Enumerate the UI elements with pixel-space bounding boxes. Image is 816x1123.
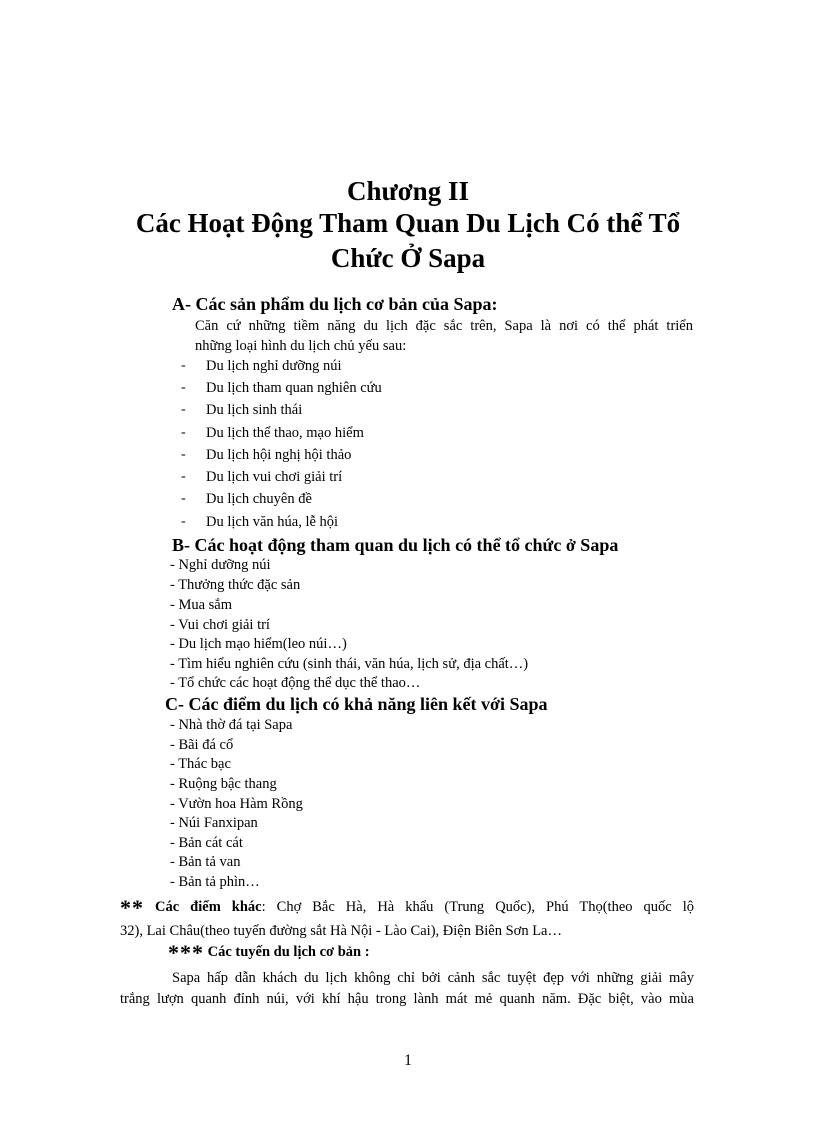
list-bullet: - (181, 380, 186, 395)
list-bullet: - (181, 491, 186, 506)
list-bullet: - (181, 514, 186, 529)
routes-paragraph-line-1: Sapa hấp dẫn khách du lịch không chỉ bởi cảnh sắc tuyệt đẹp với những giải mây (172, 970, 694, 986)
list-item: - Nhà thờ đá tại Sapa (170, 717, 293, 733)
routes-heading (168, 942, 370, 963)
chapter-number: Chương II (347, 176, 469, 206)
double-asterisk-marker: ** (120, 895, 144, 920)
routes-paragraph-line-2: trắng lượn quanh đỉnh núi, với khí hậu trong lành mát mẻ quanh năm. Đặc biệt, vào mùa (120, 991, 694, 1007)
chapter-title-line-2: Chức Ở Sapa (330, 243, 486, 273)
list-item: - Du lịch mạo hiểm(leo núi…) (170, 636, 347, 652)
other-points-text: : Chợ Bắc Hà, Hà khẩu (Trung Quốc), Phú Thọ(theo quốc lộ (261, 899, 694, 915)
list-bullet: - (181, 358, 186, 373)
list-item: - Núi Fanxipan (170, 815, 258, 831)
list-item: - Ruộng bậc thang (170, 776, 277, 792)
list-item: - Bản tả van (170, 854, 241, 870)
list-item: Du lịch tham quan nghiên cứu (206, 380, 382, 396)
list-bullet: - (181, 447, 186, 462)
routes-label: Các tuyến du lịch cơ bản : (207, 944, 370, 960)
list-item: Du lịch vui chơi giải trí (206, 469, 343, 485)
section-a-heading: A- Các sản phẩm du lịch cơ bản của Sapa: (172, 294, 498, 314)
section-c-heading: C- Các điểm du lịch có khả năng liên kết với Sapa (165, 694, 548, 714)
other-points-line-2: 32), Lai Châu(theo tuyến đường sắt Hà Nội - Lào Cai), Điện Biên Sơn La… (120, 923, 562, 939)
list-item: - Vườn hoa Hàm Rồng (170, 796, 303, 812)
chapter-title-line-1: Các Hoạt Động Tham Quan Du Lịch Có thể Tổ (135, 208, 681, 238)
page-number: 1 (404, 1052, 412, 1069)
triple-asterisk-marker: *** (168, 940, 204, 965)
list-item: Du lịch chuyên đề (206, 491, 312, 507)
list-item: - Mua sắm (170, 597, 233, 613)
list-bullet: - (181, 469, 186, 484)
list-item: Du lịch hội nghị hội thảo (206, 447, 352, 463)
section-a-intro-line-1: Căn cứ những tiềm năng du lịch đặc sắc trên, Sapa là nơi có thể phát triển (195, 318, 693, 334)
list-bullet: - (181, 425, 186, 440)
other-points-label: Các điểm khác (155, 899, 262, 915)
list-item: Du lịch văn húa, lễ hội (206, 514, 339, 530)
list-item: Du lịch sinh thái (206, 402, 303, 418)
list-item: - Vui chơi giải trí (170, 617, 270, 633)
list-item: - Bản cát cát (170, 835, 243, 851)
list-item: - Nghỉ dưỡng núi (170, 557, 271, 573)
list-item: - Thưởng thức đặc sản (170, 577, 301, 593)
section-a-intro-line-2: những loại hình du lịch chủ yếu sau: (195, 338, 407, 354)
list-item: - Bãi đá cổ (170, 737, 234, 753)
list-item: Du lịch thể thao, mạo hiểm (206, 425, 364, 441)
list-item: - Tổ chức các hoạt động thể dục thể thao… (170, 675, 421, 691)
list-item: - Bản tả phìn… (170, 874, 260, 890)
other-points-line-1 (120, 897, 694, 918)
section-b-heading: B- Các hoạt động tham quan du lịch có thể tổ chức ở Sapa (172, 535, 619, 555)
list-item: Du lịch nghỉ dưỡng núi (206, 358, 342, 374)
list-item: - Thác bạc (170, 756, 231, 772)
list-item: - Tìm hiểu nghiên cứu (sinh thái, văn húa, lịch sử, địa chất…) (170, 656, 529, 672)
list-bullet: - (181, 402, 186, 417)
